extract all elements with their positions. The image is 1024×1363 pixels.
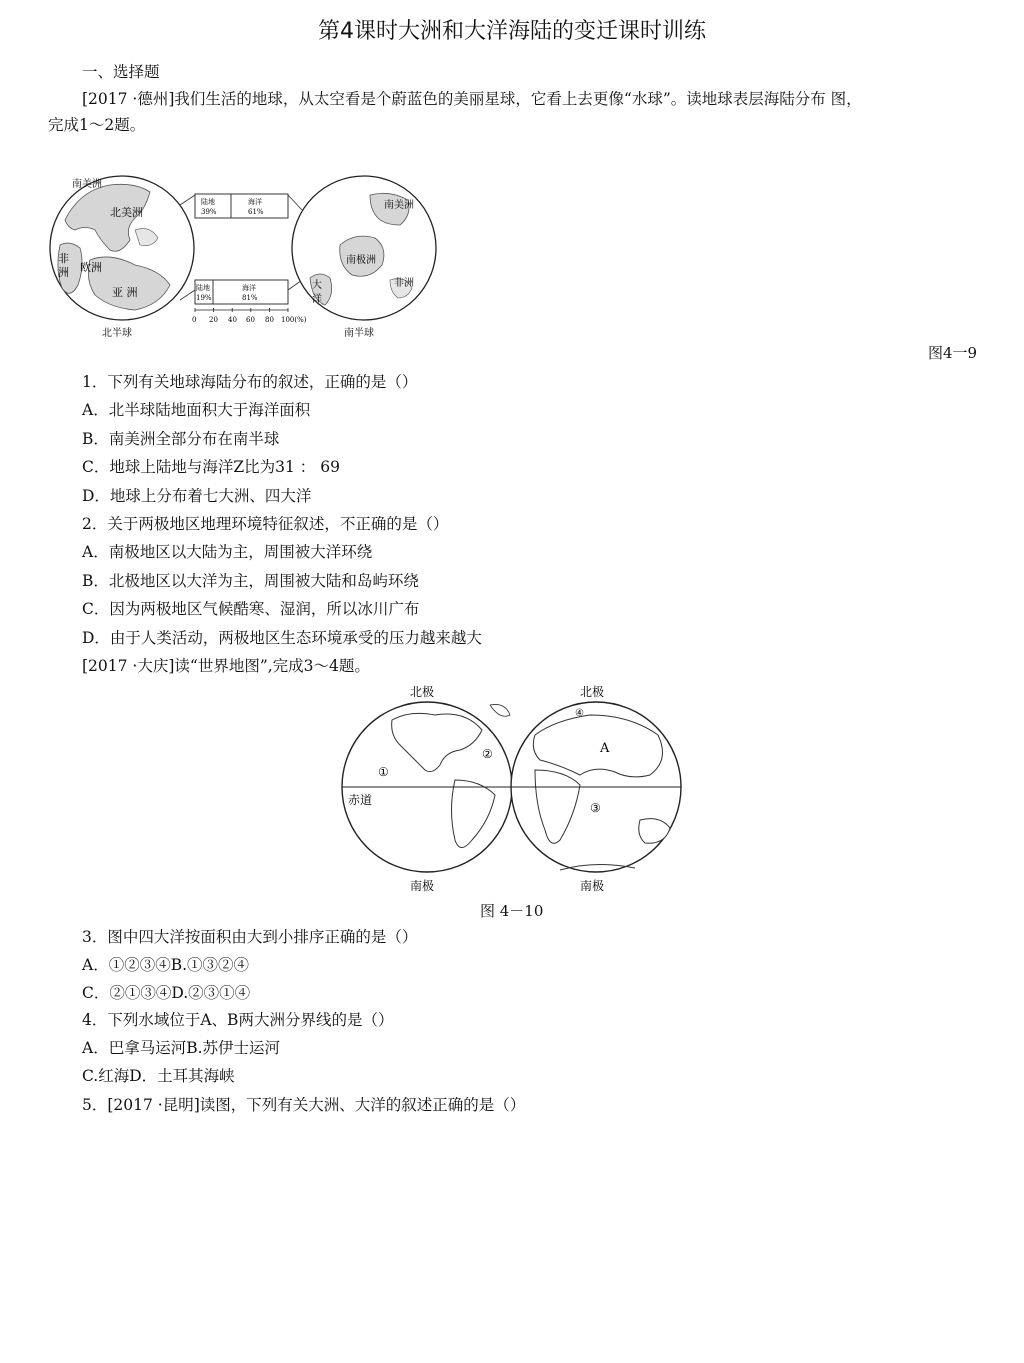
marker-1: ① bbox=[378, 765, 389, 779]
axis-tick-0: 0 bbox=[192, 316, 197, 324]
figure-4-10 bbox=[340, 680, 685, 925]
south-label-oceania-2: 洋 bbox=[312, 294, 322, 305]
q1-option-c: C．地球上陆地与海洋Z比为31 ： 69 bbox=[82, 458, 340, 476]
south-label-oceania-1: 大 bbox=[312, 280, 322, 291]
south-hemisphere-globe bbox=[292, 176, 436, 320]
axis-tick-80: 80 bbox=[265, 316, 274, 324]
south-pole-right: 南极 bbox=[580, 879, 605, 893]
figure-4-9-caption: 图4一9 bbox=[928, 344, 978, 362]
q4-options-ab: A．巴拿马运河B.苏伊士运河 bbox=[82, 1039, 281, 1057]
q2-option-c: C．因为两极地区气候酷寒、湿润，所以冰川广布 bbox=[82, 600, 420, 618]
q1-option-b: B．南美洲全部分布在南半球 bbox=[82, 430, 280, 448]
intro-line-1: [2017 ·德州]我们生活的地球，从太空看是个蔚蓝色的美丽星球，它看上去更像“水球”。读地球表层海陆分布 图， bbox=[82, 90, 862, 108]
axis-tick-20: 20 bbox=[209, 316, 218, 324]
q2-option-d: D．由于人类活动，两极地区生态环境承受的压力越来越大 bbox=[82, 629, 482, 647]
north-hemisphere-globe bbox=[50, 176, 194, 320]
q2-stem: 2．关于两极地区地理环境特征叙述，不正确的是（） bbox=[82, 515, 449, 533]
bar-top-ocean-value: 61% bbox=[248, 208, 264, 216]
q1-option-a: A．北半球陆地面积大于海洋面积 bbox=[82, 401, 311, 419]
north-label-africa-2: 洲 bbox=[58, 266, 69, 279]
q4-stem: 4．下列水域位于A、B两大洲分界线的是（） bbox=[82, 1011, 394, 1029]
section-heading: 一、选择题 bbox=[82, 63, 160, 81]
bar-bottom-ocean-value: 81% bbox=[242, 294, 258, 302]
south-pole-left: 南极 bbox=[410, 879, 435, 893]
north-label-south-america: 南美洲 bbox=[72, 179, 102, 190]
north-label-africa-1: 非 bbox=[58, 252, 69, 265]
q5-stem: 5．[2017 ·昆明]读图，下列有关大洲、大洋的叙述正确的是（） bbox=[82, 1096, 526, 1114]
bar-chart-south bbox=[195, 280, 288, 304]
q4-options-cd: C.红海D．土耳其海峡 bbox=[82, 1067, 235, 1085]
bar-top-land-label: 陆地 bbox=[201, 198, 215, 206]
bar-bottom-land-label: 陆地 bbox=[196, 284, 210, 292]
q1-option-d: D．地球上分布着七大洲、四大洋 bbox=[82, 487, 312, 505]
bar-top-land-value: 39% bbox=[201, 208, 217, 216]
bar-top-ocean-label: 海洋 bbox=[248, 198, 262, 206]
axis-tick-100: 100(%) bbox=[281, 316, 307, 324]
bar-bottom-ocean-label: 海洋 bbox=[242, 284, 256, 292]
q3-options-ab: A．①②③④B.①③②④ bbox=[82, 956, 250, 974]
north-pole-left: 北极 bbox=[410, 685, 435, 699]
q2-option-b: B．北极地区以大洋为主，周围被大陆和岛屿环绕 bbox=[82, 572, 419, 590]
intro-2: [2017 ·大庆]读“世界地图”,完成3～4题。 bbox=[82, 657, 370, 675]
q3-stem: 3．图中四大洋按面积由大到小排序正确的是（） bbox=[82, 928, 418, 946]
marker-2: ② bbox=[482, 747, 493, 761]
north-label-north-america: 北美洲 bbox=[110, 206, 143, 219]
figure-4-10-caption: 图 4－10 bbox=[480, 902, 544, 920]
page-title: 第4课时大洲和大洋海陆的变迁课时训练 bbox=[318, 19, 706, 44]
north-label-europe: 欧洲 bbox=[80, 261, 102, 274]
north-label-asia: 亚 洲 bbox=[112, 286, 138, 299]
bar-bottom-land-value: 19% bbox=[196, 294, 212, 302]
south-hemisphere-label: 南半球 bbox=[344, 328, 374, 339]
equator-label: 赤道 bbox=[348, 793, 373, 807]
marker-3: ③ bbox=[590, 801, 601, 815]
q1-stem: 1．下列有关地球海陆分布的叙述，正确的是（） bbox=[82, 373, 418, 391]
bar-axis bbox=[192, 308, 307, 324]
marker-a: A bbox=[600, 741, 610, 756]
north-hemisphere-label: 北半球 bbox=[102, 328, 132, 339]
q2-option-a: A．南极地区以大陆为主，周围被大洋环绕 bbox=[82, 543, 373, 561]
north-pole-right: 北极 bbox=[580, 685, 605, 699]
south-label-antarctica: 南极洲 bbox=[346, 255, 376, 266]
bar-chart-north bbox=[195, 194, 288, 218]
axis-tick-60: 60 bbox=[246, 316, 255, 324]
figure-4-9 bbox=[40, 170, 460, 345]
intro-line-2: 完成1～2题。 bbox=[48, 116, 146, 134]
south-label-africa: 非洲 bbox=[394, 278, 414, 289]
south-label-south-america: 南美洲 bbox=[384, 200, 414, 211]
marker-4: ④ bbox=[575, 708, 584, 719]
q3-options-cd: C．②①③④D.②③①④ bbox=[82, 984, 251, 1002]
axis-tick-40: 40 bbox=[228, 316, 237, 324]
